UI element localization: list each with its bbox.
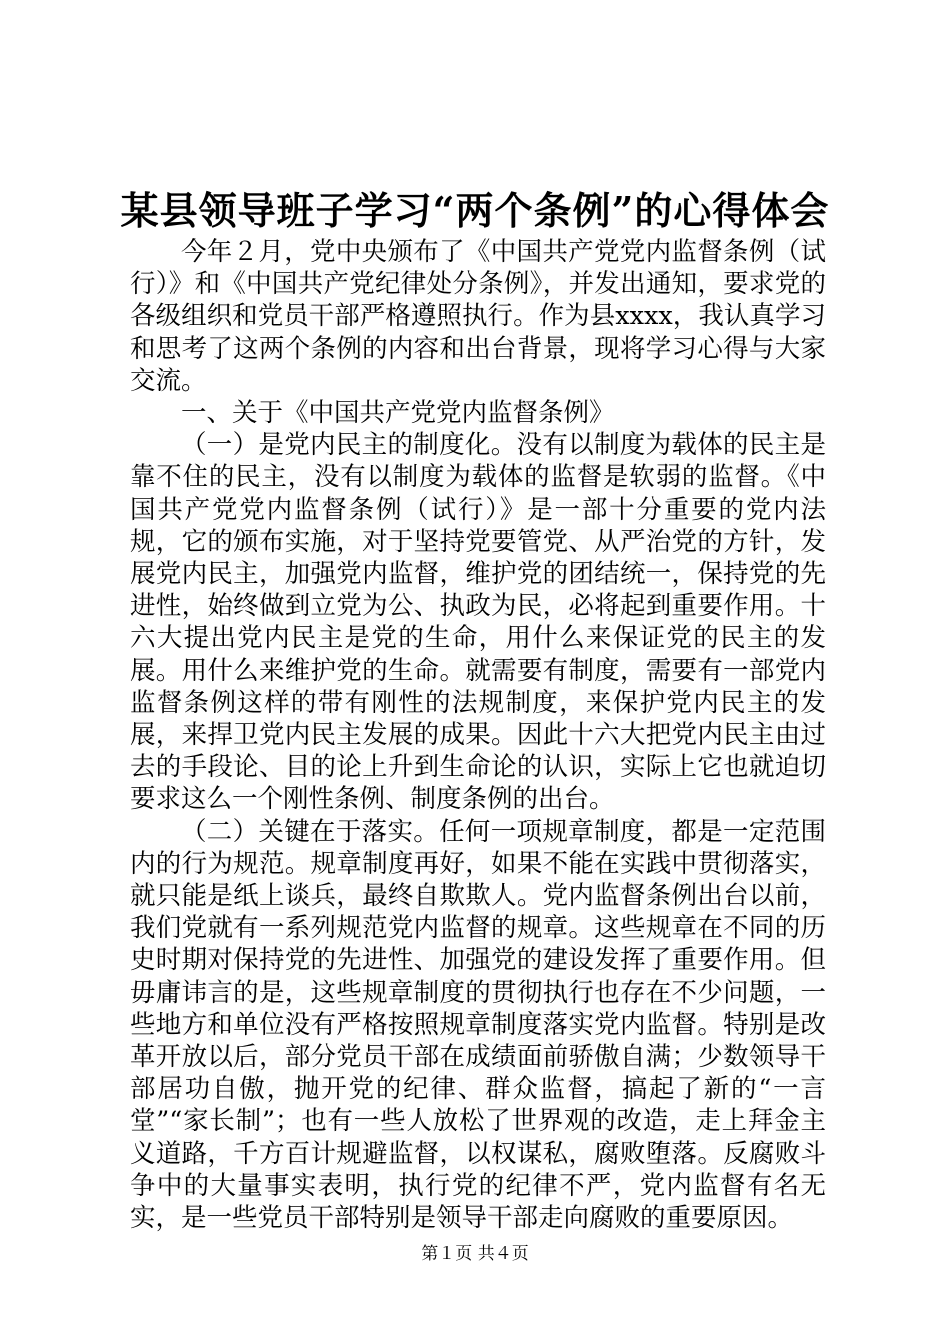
page-footer: 第１页 共４页: [421, 1244, 529, 1264]
paragraph-1: （一）是党内民主的制度化。没有以制度为载体的民主是靠不住的民主，没有以制度为载体的监督是软弱的监督。《中国共产党党内监督条例（试行）》是一部十分重要的党内法规，它的颁布实施，对于坚持党要管党、从严治党的方针，发展党内民主，加强党内监督，维护党的团结统一，保持党的先进性，始终做到立党为公、执政为民，必将起到重要作用。十六大提出党内民主是党的生命，用什么来保证党的民主的发展。用什么来维护党的生命。就需要有制度，需要有一部党内监督条例这样的带有刚性的法规制度，来保护党内民主的发展，来捍卫党内民主发展的成果。因此十六大把党内民主由过去的手段论、目的论上升到生命论的认识，实际上它也就迫切要求这么一个刚性条例、制度条例的出台。: [130, 430, 826, 815]
document-body: [130, 236, 826, 1234]
paragraph-2: （二）关键在于落实。任何一项规章制度，都是一定范围内的行为规范。规章制度再好，如果不能在实践中贯彻落实，就只能是纸上谈兵，最终自欺欺人。党内监督条例出台以前，我们党就有一系列规范党内监督的规章。这些规章在不同的历史时期对保持党的先进性、加强党的建设发挥了重要作用。但毋庸讳言的是，这些规章制度的贯彻执行也存在不少问题，一些地方和单位没有严格按照规章制度落实党内监督。特别是改革开放以后，部分党员干部在成绩面前骄傲自满；少数领导干部居功自傲，抛开党的纪律、群众监督，搞起了新的“一言堂”“家长制”；也有一些人放松了世界观的改造，走上拜金主义道路，千方百计规避监督，以权谋私，腐败堕落。反腐败斗争中的大量事实表明，执行党的纪律不严，党内监督有名无实，是一些党员干部特别是领导干部走向腐败的重要原因。: [130, 816, 826, 1234]
section-heading: 一、关于《中国共产党党内监督条例》: [181, 398, 615, 429]
document-title: 某县领导班子学习“两个条例”的心得体会: [120, 188, 830, 233]
intro-paragraph: 今年２月，党中央颁布了《中国共产党党内监督条例（试行）》和《中国共产党纪律处分条例》，并发出通知，要求党的各级组织和党员干部严格遵照执行。作为县xxxx，我认真学习和思考了这两个条例的内容和出台背景，现将学习心得与大家交流。: [130, 237, 826, 396]
